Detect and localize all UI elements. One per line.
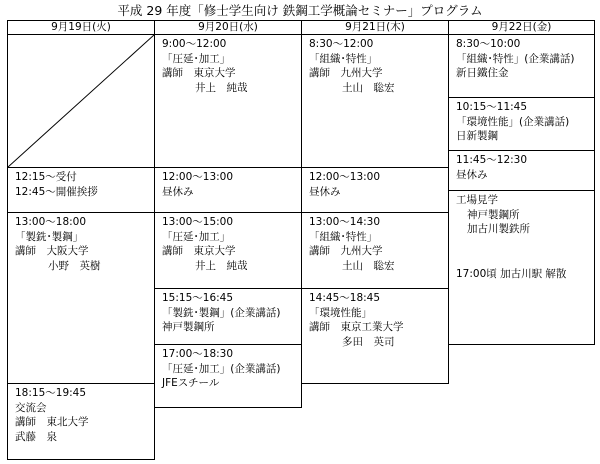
session-time: 12:15～受付	[15, 171, 77, 183]
day-header-1: 9月19日(火)	[7, 20, 155, 35]
session-time: 13:00～14:30	[309, 216, 381, 228]
session-lecturer-affiliation: 講師 東京工業大学	[309, 321, 404, 333]
session-lunch	[448, 150, 595, 191]
session-plant-tour	[448, 190, 595, 345]
day-header-2: 9月20日(水)	[154, 20, 302, 35]
session-lecturer-affiliation: 講師 東京大学	[162, 67, 236, 79]
session-topic: 「環境性能」(企業講話)	[456, 115, 570, 128]
session-lecture	[154, 212, 302, 289]
session-lecturer-name: 土山 聡宏	[342, 81, 395, 94]
session-time: 12:00～13:00	[309, 171, 381, 183]
session-lecture	[301, 288, 449, 384]
session-time: 8:30～10:00	[456, 38, 521, 50]
session-lecturer-affiliation: 講師 九州大学	[309, 67, 383, 79]
session-topic: 交流会	[15, 401, 47, 414]
session-topic: 「組織･特性」(企業講話)	[456, 52, 575, 65]
session-lecturer-name: 小野 英樹	[48, 259, 101, 272]
session-time: 13:00～18:00	[15, 216, 87, 228]
session-lecturer-name: 井上 純哉	[195, 259, 248, 272]
session-company-talk	[448, 34, 595, 98]
session-social	[7, 383, 155, 460]
session-time: 15:15～16:45	[162, 292, 234, 304]
session-lecturer-affiliation: 講師 九州大学	[309, 245, 383, 257]
session-time: 11:45～12:30	[456, 154, 528, 166]
session-lecturer-name: 多田 英司	[342, 335, 395, 348]
session-reception	[7, 167, 155, 213]
session-company-talk	[154, 344, 302, 408]
session-topic: 「組織･特性」	[309, 230, 378, 243]
day-header-4: 9月22日(金)	[448, 20, 595, 35]
session-company: 日新製鋼	[456, 130, 498, 142]
session-time: 13:00～15:00	[162, 216, 234, 228]
session-company: JFEスチール	[162, 377, 220, 389]
session-lunch	[301, 167, 449, 213]
session-company: 加古川製鉄所	[467, 223, 530, 235]
session-time: 14:45～18:45	[309, 292, 381, 304]
session-lecturer-name: 土山 聡宏	[342, 259, 395, 272]
session-lecturer-name: 武藤 泉	[15, 430, 57, 443]
session-time: 9:00～12:00	[162, 38, 227, 50]
session-lunch	[154, 167, 302, 213]
session-topic: 「環境性能」	[309, 306, 372, 319]
session-time: 12:00～13:00	[162, 171, 234, 183]
session-lecturer-name: 井上 純哉	[195, 81, 248, 94]
session-company-talk	[448, 97, 595, 151]
session-topic: 「圧延･加工」	[162, 52, 231, 65]
session-time: 18:15～19:45	[15, 387, 87, 399]
session-time: 12:45～開催挨拶	[15, 185, 98, 198]
session-lecturer-affiliation: 講師 大阪大学	[15, 245, 89, 257]
session-lecture	[7, 212, 155, 384]
day-header-3: 9月21日(木)	[301, 20, 449, 35]
session-lecturer-affiliation: 講師 東京大学	[162, 245, 236, 257]
session-topic: 「圧延･加工」	[162, 230, 231, 243]
session-company: 神戸製鋼所	[467, 208, 520, 221]
session-time: 17:00～18:30	[162, 348, 234, 360]
session-time: 8:30～12:00	[309, 38, 374, 50]
session-lecture	[301, 212, 449, 289]
session-topic: 昼休み	[309, 185, 341, 198]
schedule-table	[7, 20, 595, 460]
session-topic: 「圧延･加工」(企業講話)	[162, 362, 281, 375]
session-topic: 「製銑･製鋼」(企業講話)	[162, 306, 281, 319]
session-lecturer-affiliation: 講師 東北大学	[15, 416, 89, 428]
session-lecture	[301, 34, 449, 168]
session-topic: 昼休み	[162, 185, 194, 198]
session-company: 新日鐵住金	[456, 67, 509, 79]
session-time: 10:15～11:45	[456, 101, 528, 113]
session-topic: 「製銑･製鋼」	[15, 230, 84, 243]
page-title: 平成 29 年度「修士学生向け 鉄鋼工学概論セミナー」プログラム	[117, 3, 483, 18]
session-topic: 「組織･特性」	[309, 52, 378, 65]
empty-slot-diagonal	[7, 34, 155, 168]
session-company: 神戸製鋼所	[162, 321, 215, 333]
session-lecture	[154, 34, 302, 168]
session-topic: 工場見学	[456, 194, 498, 206]
session-company-talk	[154, 288, 302, 345]
session-dismissal: 17:00頃 加古川駅 解散	[456, 267, 567, 280]
session-topic: 昼休み	[456, 168, 488, 181]
